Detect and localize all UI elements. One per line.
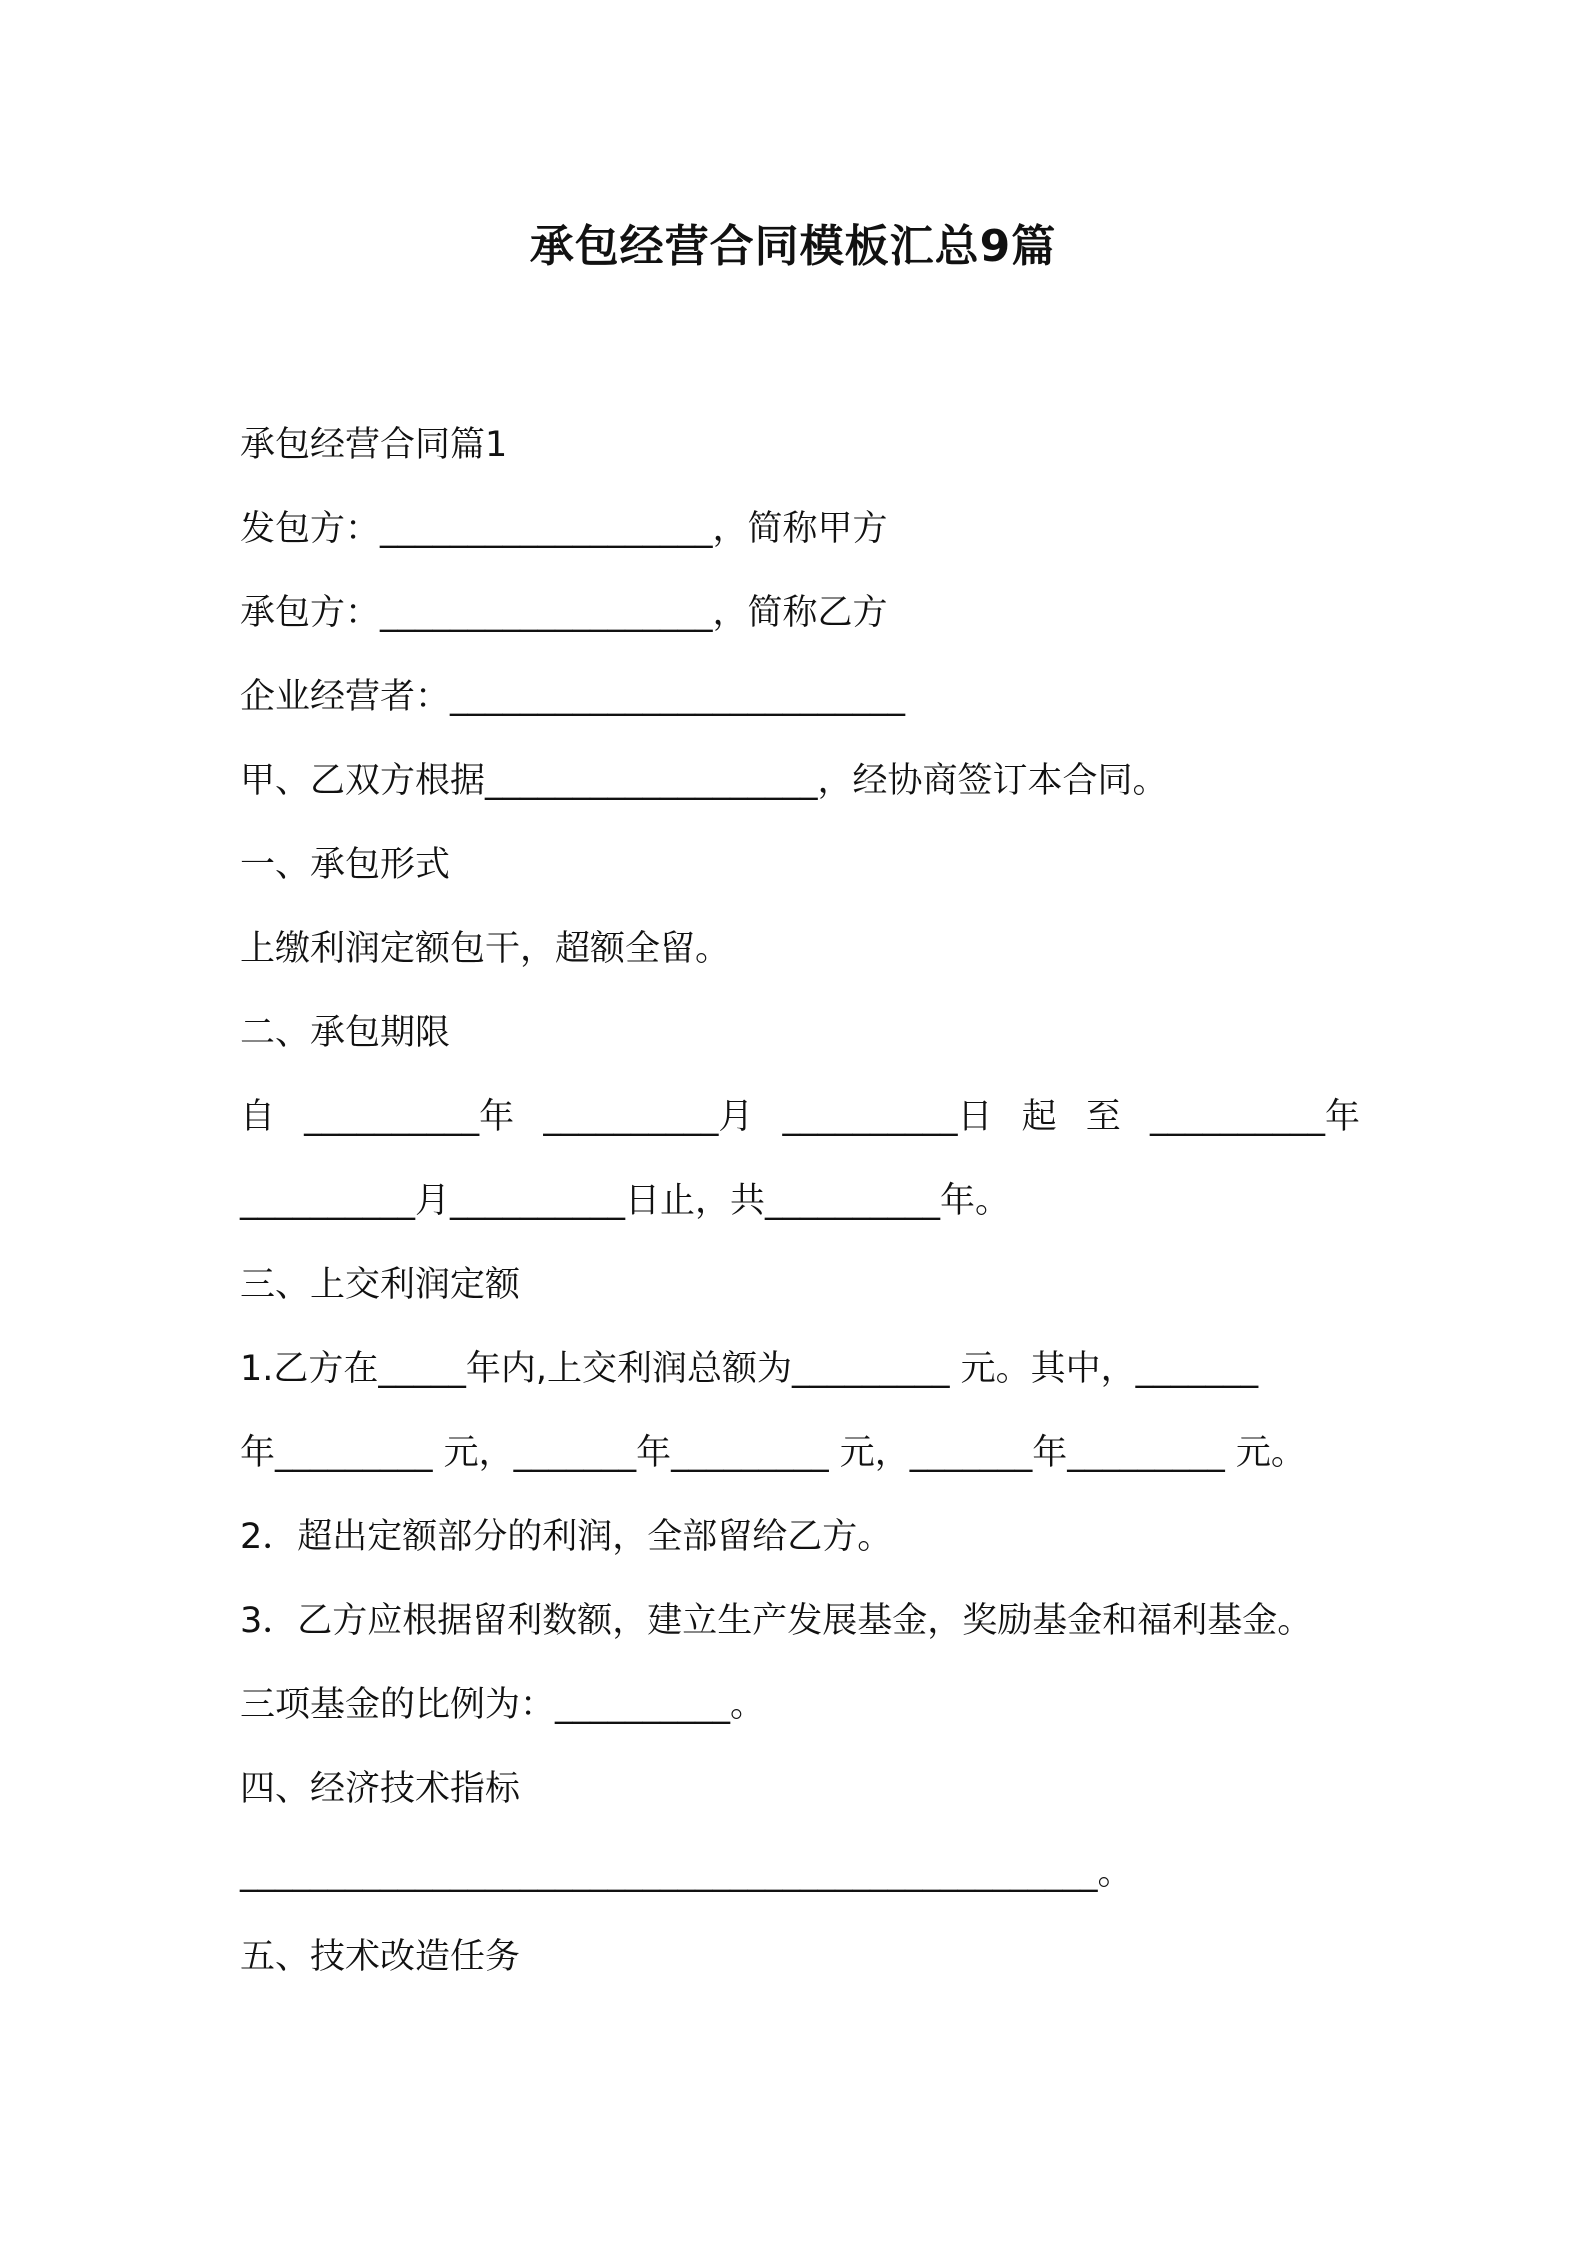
section-3-item-1a: 1.乙方在_____年内,上交利润总额为_________ 元。其中，_______ — [240, 1349, 1259, 1389]
section-2-heading: 二、承包期限 — [240, 1013, 451, 1053]
section-3-heading: 三、上交利润定额 — [240, 1265, 521, 1305]
term-start-day: __________日 — [782, 1097, 993, 1137]
basis-line: 甲、乙双方根据___________________，经协商签订本合同。 — [240, 761, 1168, 801]
operator-line: 企业经营者：__________________________ — [240, 677, 906, 717]
section-2-body-b: __________月__________日止，共__________年。 — [240, 1181, 1011, 1221]
document-body — [240, 403, 1370, 1999]
section-3-ratio: 三项基金的比例为：__________。 — [240, 1685, 766, 1725]
term-end-year: __________年 — [1149, 1097, 1360, 1137]
party-a-line: 发包方：___________________，简称甲方 — [240, 509, 888, 549]
section-2-body-a — [240, 1075, 1370, 1159]
section-1-heading: 一、承包形式 — [240, 845, 451, 885]
term-word-from: 自 — [240, 1097, 276, 1137]
section-3-item-3: 3．乙方应根据留利数额，建立生产发展基金，奖励基金和福利基金。 — [240, 1601, 1313, 1641]
contract-subtitle: 承包经营合同篇1 — [240, 425, 508, 465]
document-title: 承包经营合同模板汇总9篇 — [529, 221, 1057, 272]
section-3-item-1b: 年_________ 元，_______年_________ 元，_______年_________ 元。 — [240, 1433, 1306, 1473]
term-start-month: __________月 — [543, 1097, 754, 1137]
party-b-line: 承包方：___________________，简称乙方 — [240, 593, 888, 633]
section-4-body: _________________________________________________。 — [240, 1853, 1133, 1893]
term-start-year: __________年 — [304, 1097, 515, 1137]
term-word-qi: 起 — [1021, 1097, 1057, 1137]
section-3-item-2: 2．超出定额部分的利润，全部留给乙方。 — [240, 1517, 893, 1557]
section-5-heading: 五、技术改造任务 — [240, 1937, 521, 1977]
section-4-heading: 四、经济技术指标 — [240, 1769, 521, 1809]
section-1-body: 上缴利润定额包干，超额全留。 — [240, 929, 731, 969]
term-word-to: 至 — [1085, 1097, 1121, 1137]
